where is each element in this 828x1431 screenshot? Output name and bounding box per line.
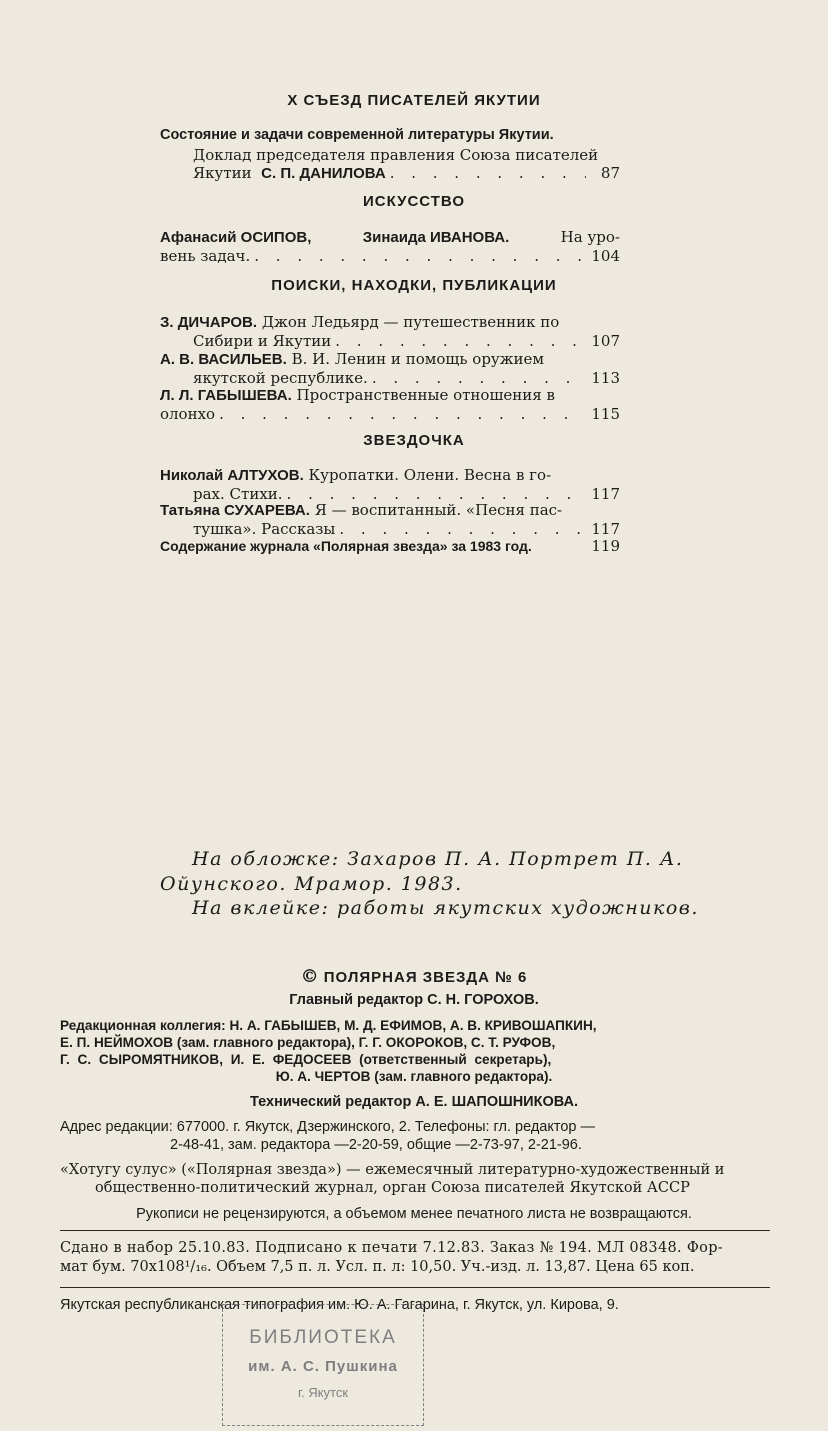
divider [60,1230,770,1231]
copyright-icon: © [300,966,319,987]
toc-text: Пространственные отношения в [296,386,555,404]
stamp-text: БИБЛИОТЕКА [249,1327,397,1348]
toc-text: Я — воспитанный. «Песня пас- [314,501,563,519]
imprint-title [0,966,828,987]
toc-text: вень задач. [160,246,251,265]
toc-page-number: 104 [591,246,620,265]
print-details: мат бум. 70х108¹/₁₆. Объем 7,5 п. л. Усл. п. л: 10,50. Уч.-изд. л. 13,87. Цена 65 коп. [60,1259,695,1275]
toc-page-number: 87 [600,164,620,182]
toc-author: С. П. ДАНИЛОВА [261,165,386,182]
toc-page-number: 107 [591,331,620,350]
toc-text: Якутии [193,164,252,182]
toc-author: Зинаида ИВАНОВА. [362,229,510,246]
toc-entry-osipov [160,228,620,265]
toc-leader [219,405,586,423]
insert-caption: На вклейке: работы якутских художников. [192,897,699,919]
toc-author: Л. Л. ГАБЫШЕВА. [160,387,292,404]
toc-text: В. И. Ленин и помощь оружием [291,350,545,368]
toc-author: Татьяна СУХАРЕВА. [160,502,310,519]
toc-text: рах. Стихи. [193,484,283,503]
toc-author: А. В. ВАСИЛЬЕВ. [160,351,287,368]
journal-title: ПОЛЯРНАЯ ЗВЕЗДА № 6 [323,969,528,986]
cover-caption: Ойунского. Мрамор. 1983. [160,873,463,895]
cover-caption: На обложке: Захаров П. А. Портрет П. А. [192,848,684,870]
toc-author: З. ДИЧАРОВ. [160,314,258,331]
toc-text: тушка». Рассказы [193,519,336,538]
toc-leader [287,485,586,503]
editorial-board: Ю. А. ЧЕРТОВ (зам. главного редактора). [275,1069,553,1084]
technical-editor: Технический редактор А. Е. ШАПОШНИКОВА. [250,1094,578,1110]
toc-text: На уро- [560,228,620,246]
section-heading-congress: X СЪЕЗД ПИСАТЕЛЕЙ ЯКУТИИ [287,92,541,109]
toc-page-number: 115 [591,404,620,423]
section-heading-zvezdochka: ЗВЕЗДОЧКА [363,432,465,449]
section-heading-search: ПОИСКИ, НАХОДКИ, ПУБЛИКАЦИИ [271,277,557,294]
toc-entry-dicharov [160,313,620,350]
divider [60,1287,770,1288]
toc-text: якутской республике. [193,368,368,387]
toc-page-number: 117 [591,519,620,538]
chief-editor: Главный редактор С. Н. ГОРОХОВ. [289,992,539,1008]
toc-text: Сибири и Якутии [193,331,332,350]
toc-entry-vasiliev [160,350,620,387]
editorial-address: Адрес редакции: 677000. г. Якутск, Дзержинского, 2. Телефоны: гл. редактор — [60,1119,596,1135]
journal-description: «Хотугу сулус» («Полярная звезда») — ежемесячный литературно-художественный и [60,1162,725,1178]
toc-text: олонхо [160,404,216,423]
stamp-text: г. Якутск [297,1385,349,1400]
toc-page-number: 119 [591,537,620,555]
toc-text: Куропатки. Олени. Весна в го- [308,466,552,484]
toc-author: Афанасий ОСИПОВ, [160,229,312,246]
library-stamp [222,1304,424,1426]
toc-page-number: 117 [591,484,620,503]
section-heading-art: ИСКУССТВО [362,193,466,210]
toc-text: Джон Ледьярд — путешественник по [261,313,560,331]
journal-description: общественно-политический журнал, орган Союза писателей Якутской АССР [95,1180,690,1196]
manuscripts-note: Рукописи не рецензируются, а объемом менее печатного листа не возвращаются. [136,1206,692,1222]
editorial-board: Е. П. НЕЙМОХОВ (зам. главного редактора), Г. Г. ОКОРОКОВ, С. Т. РУФОВ, [60,1035,556,1050]
editorial-board: Редакционная коллегия: Н. А. ГАБЫШЕВ, М. Д. ЕФИМОВ, А. В. КРИВОШАПКИН, [60,1018,597,1033]
toc-leader [254,247,586,265]
toc-text: Содержание журнала «Полярная звезда» за 1983 год. [160,538,532,554]
toc-entry-sukhareva [160,501,620,538]
toc-leader [390,164,586,182]
toc-entry-contents [160,537,620,556]
toc-leader [339,520,586,538]
toc-entry-gabysheva [160,386,620,423]
toc-title: Состояние и задачи современной литературы Якутии. [160,127,554,143]
toc-text: Доклад председателя правления Союза писателей [193,145,599,164]
printing-house: Якутская республиканская типография им. Ю. А. Гагарина, г. Якутск, ул. Кирова, 9. [60,1297,619,1313]
editorial-phones: 2-48-41, зам. редактора —2-20-59, общие —2-73-97, 2-21-96. [170,1137,582,1153]
toc-entry-report [160,127,620,183]
toc-leader [372,369,586,387]
toc-leader [335,332,586,350]
toc-page-number: 113 [591,368,620,387]
editorial-board: Г. С. СЫРОМЯТНИКОВ, И. Е. ФЕДОСЕЕВ (ответственный секретарь), [60,1052,552,1067]
toc-author: Николай АЛТУХОВ. [160,467,304,484]
print-details: Сдано в набор 25.10.83. Подписано к печати 7.12.83. Заказ № 194. МЛ 08348. Фор- [60,1240,723,1256]
stamp-text: им. А. С. Пушкина [248,1358,398,1375]
toc-entry-altukhov [160,466,620,503]
